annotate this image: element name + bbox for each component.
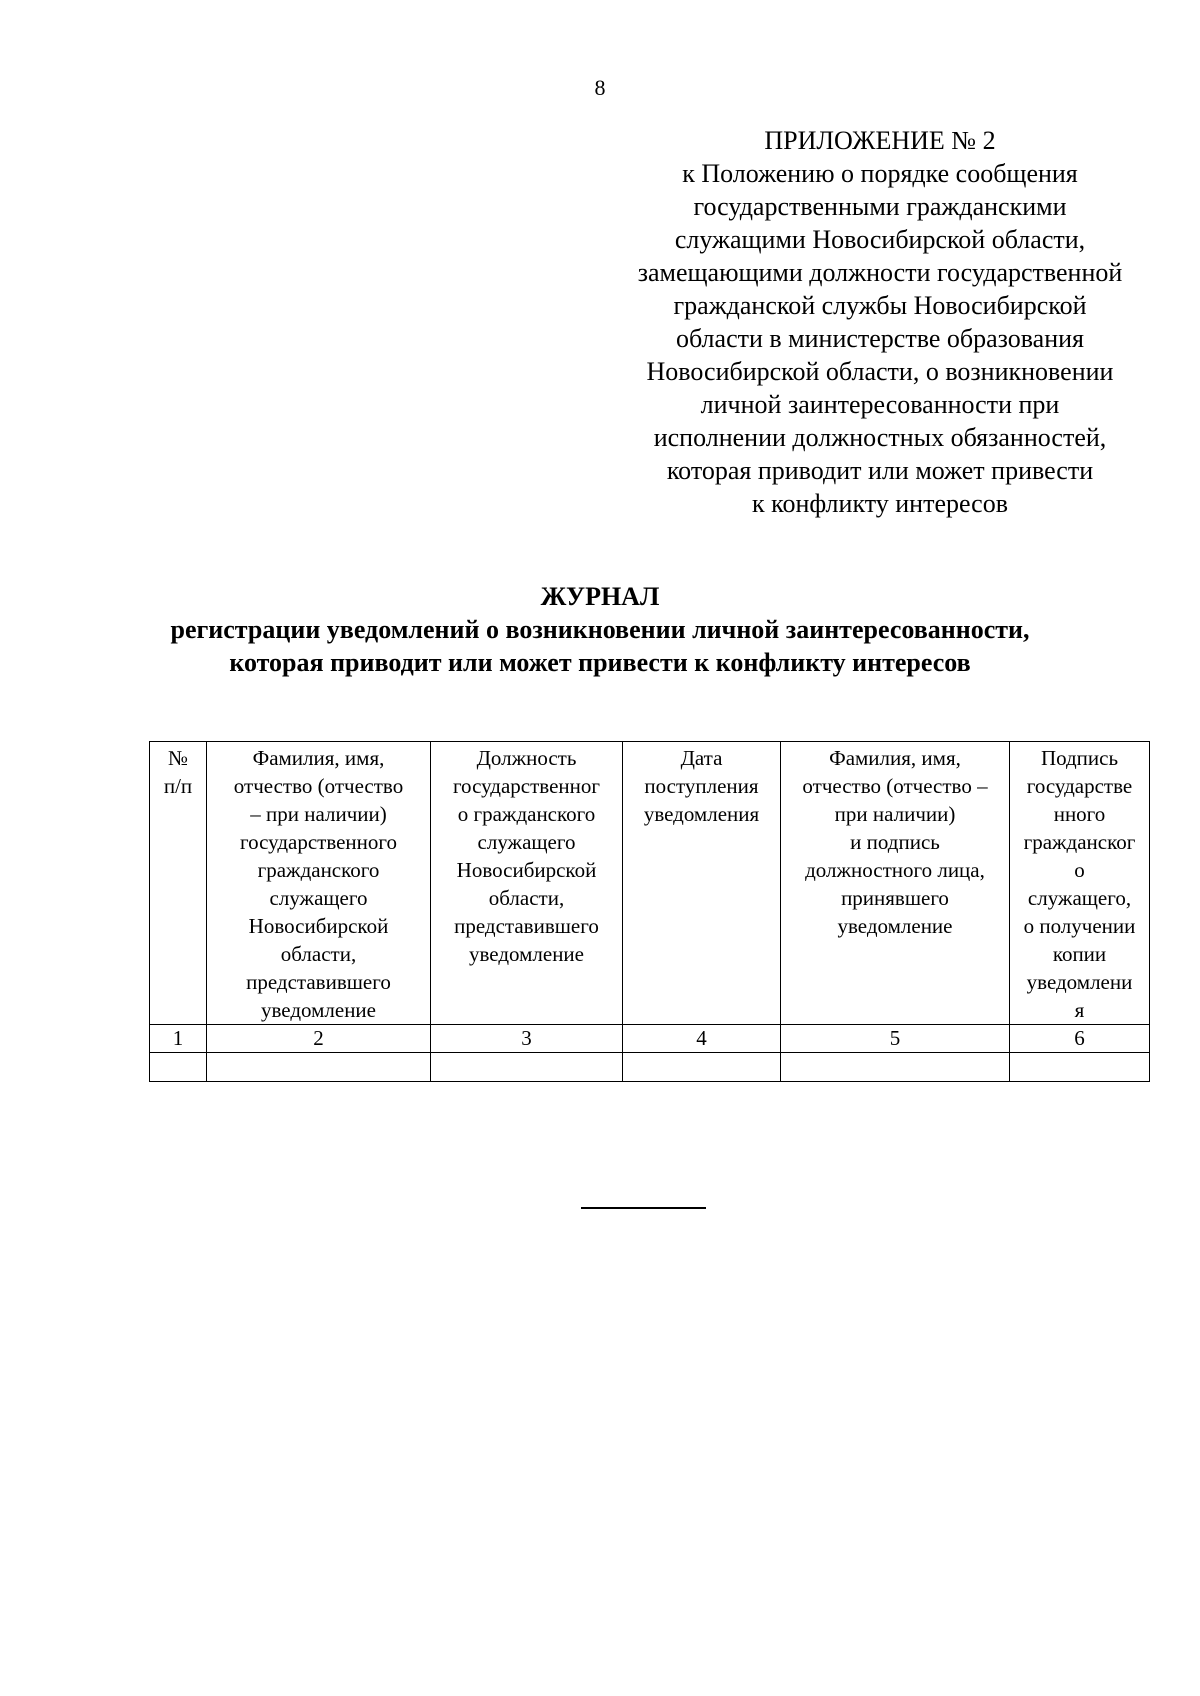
header-text-line: гражданского xyxy=(257,858,380,882)
appendix-line: исполнении должностных обязанностей, xyxy=(653,423,1107,452)
header-text-line: уведомления xyxy=(643,802,760,826)
header-text-line: отчество (отчество – xyxy=(802,774,988,798)
header-text-line: служащего xyxy=(477,830,576,854)
header-text-line: государственного xyxy=(239,830,398,854)
header-text-line: поступления xyxy=(644,774,759,798)
page-number: 8 xyxy=(594,75,606,100)
appendix-line: области в министерстве образования xyxy=(675,324,1085,353)
journal-subtitle-line: которая приводит или может привести к конфликту интересов xyxy=(229,648,971,677)
header-text-line: государстве xyxy=(1026,774,1133,798)
journal-heading: ЖУРНАЛ xyxy=(540,582,660,611)
header-cell-signature xyxy=(1010,742,1150,1025)
header-text-line: представившего xyxy=(454,914,599,938)
appendix-line: к Положению о порядке сообщения xyxy=(682,159,1078,188)
appendix-header xyxy=(600,124,1160,520)
appendix-line: личной заинтересованности при xyxy=(700,390,1060,419)
appendix-line: государственными гражданскими xyxy=(693,192,1067,221)
column-number-cell: 3 xyxy=(431,1025,623,1053)
header-text-line: гражданског xyxy=(1023,830,1136,854)
header-text-line: и подпись xyxy=(850,830,940,854)
appendix-line: замещающими должности государственной xyxy=(637,258,1123,287)
column-number-cell: 1 xyxy=(150,1025,207,1053)
header-text-line: Фамилия, имя, xyxy=(252,746,385,770)
header-text-line: нного xyxy=(1053,802,1106,826)
column-number-cell: 5 xyxy=(781,1025,1010,1053)
header-text-line: Подпись xyxy=(1040,746,1119,770)
header-text-line: я xyxy=(1074,998,1085,1022)
header-text-line: служащего xyxy=(269,886,368,910)
header-text-line: служащего, xyxy=(1027,886,1132,910)
column-number-row xyxy=(150,1025,1150,1053)
header-text-line: представившего xyxy=(246,970,391,994)
header-text-line: принявшего xyxy=(841,886,949,910)
header-text-line: Новосибирской xyxy=(248,914,389,938)
header-cell-official-name xyxy=(781,742,1010,1025)
table-cell xyxy=(431,1053,623,1082)
header-text-line: о гражданского xyxy=(457,802,596,826)
appendix-line: которая приводит или может привести xyxy=(666,456,1094,485)
table-cell xyxy=(150,1053,207,1082)
end-of-document-rule xyxy=(581,1207,706,1209)
header-text-line: о xyxy=(1074,858,1085,882)
header-text-line: должностного лица, xyxy=(805,858,985,882)
appendix-line: служащими Новосибирской области, xyxy=(674,225,1086,254)
header-text-line: Фамилия, имя, xyxy=(829,746,961,770)
header-text-line: Дата xyxy=(680,746,723,770)
header-text-line: государственног xyxy=(452,774,601,798)
table-header-row xyxy=(150,742,1150,1025)
appendix-line: гражданской службы Новосибирской xyxy=(673,291,1087,320)
header-text-line: при наличии) xyxy=(834,802,956,826)
header-text-line: копии xyxy=(1052,942,1107,966)
header-cell-receipt-date xyxy=(623,742,781,1025)
header-text-line: – при наличии) xyxy=(250,802,387,826)
header-text-line: отчество (отчество xyxy=(233,774,404,798)
table-row xyxy=(150,1053,1150,1082)
header-text-line: № xyxy=(167,746,189,770)
appendix-line: к конфликту интересов xyxy=(752,489,1008,518)
journal-table xyxy=(149,741,1150,1082)
header-text-line: о получении xyxy=(1023,914,1136,938)
table-cell xyxy=(1010,1053,1150,1082)
journal-title xyxy=(0,580,1200,679)
journal-subtitle-line: регистрации уведомлений о возникновении личной заинтересованности, xyxy=(170,615,1030,644)
header-text-line: области, xyxy=(488,886,565,910)
column-number-cell: 2 xyxy=(207,1025,431,1053)
appendix-title: ПРИЛОЖЕНИЕ № 2 xyxy=(764,126,996,155)
header-text-line: Новосибирской xyxy=(456,858,597,882)
header-text-line: уведомление xyxy=(837,914,953,938)
appendix-line: Новосибирской области, о возникновении xyxy=(646,357,1114,386)
header-text-line: области, xyxy=(280,942,357,966)
table-cell xyxy=(781,1053,1010,1082)
header-cell-position xyxy=(431,742,623,1025)
column-number-cell: 6 xyxy=(1010,1025,1150,1053)
header-text-line: уведомление xyxy=(260,998,376,1022)
header-text-line: п/п xyxy=(163,774,193,798)
table-cell xyxy=(623,1053,781,1082)
column-number-cell: 4 xyxy=(623,1025,781,1053)
header-text-line: Должность xyxy=(476,746,577,770)
table-cell xyxy=(207,1053,431,1082)
header-cell-employee-name xyxy=(207,742,431,1025)
header-text-line: уведомление xyxy=(468,942,584,966)
header-cell-number xyxy=(150,742,207,1025)
header-text-line: уведомлени xyxy=(1026,970,1133,994)
